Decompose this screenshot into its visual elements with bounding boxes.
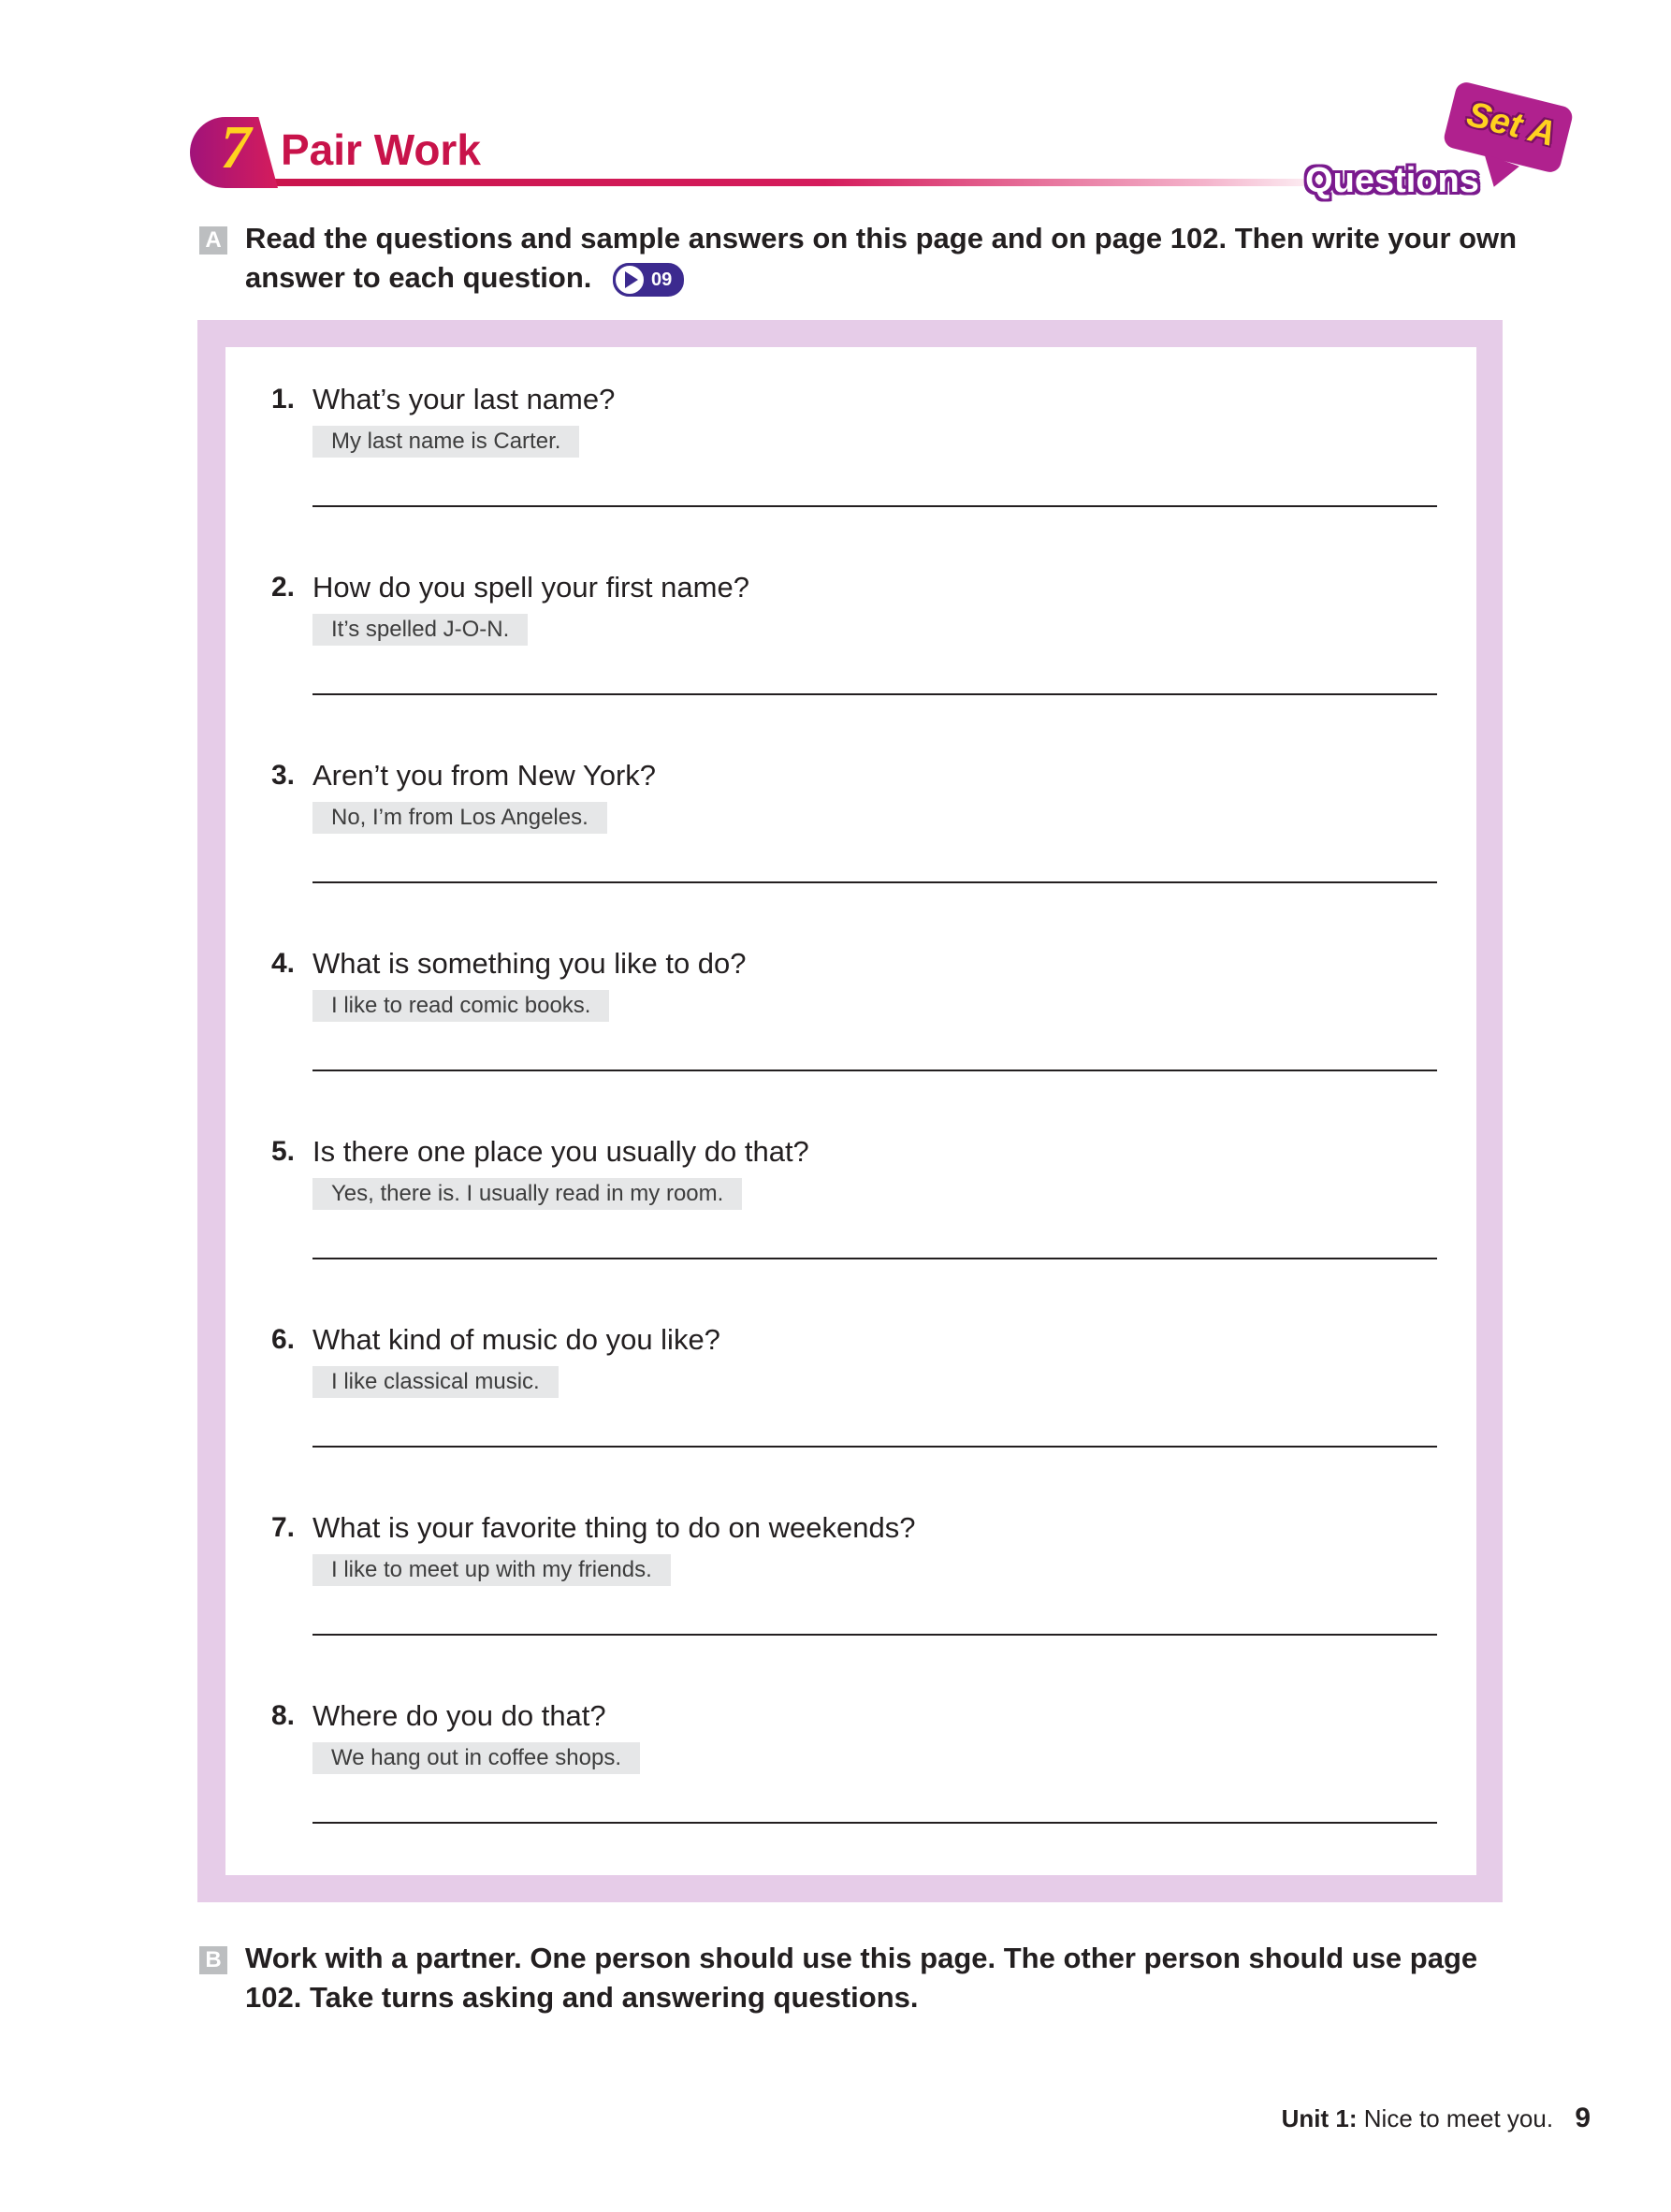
sample-answer: We hang out in coffee shops. bbox=[312, 1742, 640, 1774]
section-title: Pair Work bbox=[281, 125, 481, 174]
sample-answer: It’s spelled J-O-N. bbox=[312, 614, 528, 646]
questions-label: Questions bbox=[1305, 161, 1479, 200]
question-number: 3. bbox=[271, 760, 296, 791]
sample-answer: Yes, there is. I usually read in my room. bbox=[312, 1178, 742, 1210]
step-a-letter: A bbox=[199, 226, 227, 255]
page-number: 9 bbox=[1575, 2103, 1591, 2133]
audio-track-button[interactable] bbox=[613, 263, 684, 297]
question-number: 7. bbox=[271, 1512, 296, 1543]
set-label: Set A bbox=[1462, 95, 1560, 154]
question-text: Where do you do that? bbox=[312, 1699, 606, 1732]
sample-answer: No, I’m from Los Angeles. bbox=[312, 802, 607, 834]
unit-label: Unit 1: bbox=[1281, 2104, 1358, 2132]
answer-line[interactable] bbox=[312, 693, 1437, 695]
play-icon bbox=[613, 263, 647, 297]
question-text: What’s your last name? bbox=[312, 383, 616, 415]
answer-line[interactable] bbox=[312, 1446, 1437, 1448]
question-number: 4. bbox=[271, 948, 296, 979]
step-a-text: Read the questions and sample answers on this page and on page 102. Then write your own answer to each question. bbox=[245, 222, 1518, 294]
sample-answer: I like classical music. bbox=[312, 1366, 559, 1398]
audio-track-number: 09 bbox=[651, 269, 673, 290]
section-number: 7 bbox=[220, 113, 252, 182]
sample-answer: I like to read comic books. bbox=[312, 990, 609, 1022]
question-text: Is there one place you usually do that? bbox=[312, 1135, 809, 1168]
unit-title: Nice to meet you. bbox=[1363, 2104, 1554, 2132]
answer-line[interactable] bbox=[312, 1634, 1437, 1636]
question-number: 8. bbox=[271, 1700, 296, 1731]
question-text: What is your favorite thing to do on weekends? bbox=[312, 1511, 916, 1544]
answer-line[interactable] bbox=[312, 1822, 1437, 1824]
answer-line[interactable] bbox=[312, 505, 1437, 507]
answer-line[interactable] bbox=[312, 1070, 1437, 1071]
question-number: 1. bbox=[271, 384, 296, 415]
step-b-letter: B bbox=[199, 1946, 227, 1974]
question-text: How do you spell your first name? bbox=[312, 571, 749, 604]
question-text: What is something you like to do? bbox=[312, 947, 747, 980]
answer-line[interactable] bbox=[312, 1258, 1437, 1259]
question-text: What kind of music do you like? bbox=[312, 1323, 720, 1356]
page-footer bbox=[1282, 2100, 1591, 2137]
question-number: 5. bbox=[271, 1136, 296, 1167]
question-number: 6. bbox=[271, 1324, 296, 1355]
step-b-instruction: Work with a partner. One person should use this page. The other person should use page 102. Take turns asking and answering questions. bbox=[245, 1942, 1478, 2014]
question-text: Aren’t you from New York? bbox=[312, 759, 657, 792]
step-a-instruction bbox=[245, 219, 1536, 298]
question-number: 2. bbox=[271, 572, 296, 603]
sample-answer: My last name is Carter. bbox=[312, 426, 579, 458]
sample-answer: I like to meet up with my friends. bbox=[312, 1554, 671, 1586]
answer-line[interactable] bbox=[312, 881, 1437, 883]
